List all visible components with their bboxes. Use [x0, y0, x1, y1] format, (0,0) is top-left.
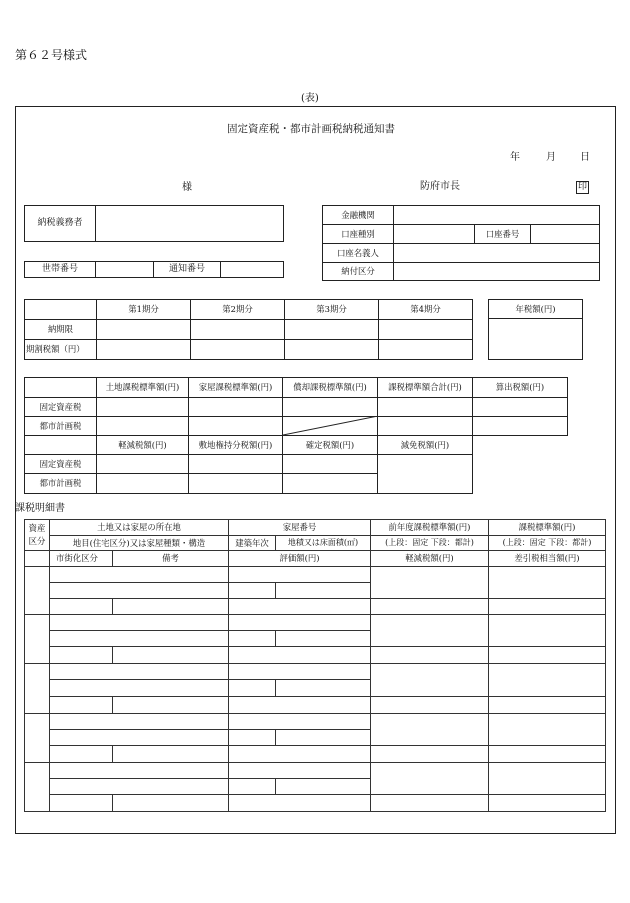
due-date-cell	[285, 320, 379, 340]
account-holder-label: 口座名義人	[323, 244, 394, 263]
std-sub-header: (上段：固定 下段：都計)	[489, 536, 606, 551]
record-std-cell	[489, 567, 606, 599]
record-net-cell	[489, 696, 606, 713]
record-land-type-cell	[50, 729, 229, 745]
record-prev-std-cell	[371, 762, 489, 794]
record-asset-cell	[25, 713, 50, 762]
record-reduction-cell	[371, 794, 489, 811]
exemption-tax-header: 減免税額(円)	[378, 436, 473, 455]
record-city-zone-cell	[50, 599, 113, 615]
account-no-label: 口座番号	[475, 225, 531, 244]
annual-tax-label: 年税額(円)	[489, 300, 583, 319]
tax-calc-cell	[189, 417, 283, 436]
account-no-value	[531, 225, 600, 244]
account-holder-value	[394, 244, 600, 263]
depreciable-std-header: 償却課税標準額(円)	[283, 378, 378, 398]
area-header: 地積又は床面積(㎡)	[276, 536, 371, 551]
record-build-year-cell	[229, 778, 276, 794]
record-net-cell	[489, 745, 606, 762]
record-prev-std-cell	[371, 713, 489, 745]
installments-table	[24, 299, 473, 360]
taxpayer-table	[24, 205, 284, 242]
installment-header-2: 第2期分	[191, 300, 285, 320]
tax-calc-cell	[97, 417, 189, 436]
notice-title: 固定資産税・都市計画税納税通知書	[227, 123, 395, 135]
details-title: 課税明細書	[15, 503, 65, 514]
installment-header-1: 第1期分	[97, 300, 191, 320]
annual-tax-table	[488, 299, 583, 360]
bank-institution-label: 金融機関	[323, 206, 394, 225]
blank-cell	[473, 455, 568, 494]
record-house-no-cell	[229, 762, 371, 778]
diagonal-strike	[283, 416, 378, 435]
reduction-tax-header: 軽減税額(円)	[97, 436, 189, 455]
tax-calc-corner	[25, 378, 97, 398]
record-assessed-cell	[229, 599, 371, 615]
record-prev-std-cell	[371, 615, 489, 647]
record-reduction-cell	[371, 647, 489, 664]
net-header: 差引税相当額(円)	[489, 551, 606, 567]
tax-calc-cell	[378, 398, 473, 417]
assessed-header: 評価額(円)	[229, 551, 371, 567]
remarks-header: 備考	[113, 551, 229, 567]
record-city-zone-cell	[50, 794, 113, 811]
installment-amount-cell	[285, 340, 379, 360]
tax-calc-cell	[189, 474, 283, 494]
location-header: 土地又は家屋の所在地	[50, 520, 229, 536]
payment-class-label: 納付区分	[323, 263, 394, 281]
record-reduction-cell	[371, 599, 489, 615]
record-build-year-cell	[229, 631, 276, 647]
seal-mark: 印	[577, 182, 587, 192]
computed-tax-header: 算出税額(円)	[473, 378, 568, 398]
notice-no-label: 通知番号	[154, 262, 221, 278]
asset-class-blank	[25, 551, 50, 567]
tax-calc-cell	[283, 455, 378, 474]
household-notice-table	[24, 261, 284, 278]
tax-calc-cell	[97, 455, 189, 474]
installment-amount-cell	[97, 340, 191, 360]
side-label: (表)	[301, 93, 319, 104]
bank-institution-value	[394, 206, 600, 225]
record-city-zone-cell	[50, 696, 113, 713]
record-remarks-cell	[113, 599, 229, 615]
form-number: 第６２号様式	[15, 48, 88, 62]
payment-class-value	[394, 263, 600, 281]
record-area-cell	[276, 583, 371, 599]
tax-calc-table	[24, 377, 568, 494]
record-area-cell	[276, 778, 371, 794]
tax-calc-cell	[378, 417, 473, 436]
date-month: 月	[546, 152, 556, 163]
record-build-year-cell	[229, 583, 276, 599]
land-std-header: 土地課税標準額(円)	[97, 378, 189, 398]
record-location-cell	[50, 762, 229, 778]
record-std-cell	[489, 615, 606, 647]
record-city-zone-cell	[50, 647, 113, 664]
record-build-year-cell	[229, 680, 276, 696]
record-area-cell	[276, 729, 371, 745]
build-year-header: 建築年次	[229, 536, 276, 551]
record-assessed-cell	[229, 696, 371, 713]
household-no-label: 世帯番号	[25, 262, 96, 278]
installment-header-3: 第3期分	[285, 300, 379, 320]
record-location-cell	[50, 567, 229, 583]
issuer-label: 防府市長	[420, 181, 460, 192]
record-house-no-cell	[229, 615, 371, 631]
record-std-cell	[489, 762, 606, 794]
due-date-cell	[379, 320, 473, 340]
tax-calc-corner-2	[25, 436, 97, 455]
record-house-no-cell	[229, 713, 371, 729]
record-land-type-cell	[50, 583, 229, 599]
land-type-header: 地目(住宅区分)又は家屋種類・構造	[50, 536, 229, 551]
date-year: 年	[510, 152, 520, 163]
house-no-header: 家屋番号	[229, 520, 371, 536]
notice-no-value	[221, 262, 284, 278]
tax-calc-cell	[283, 474, 378, 494]
record-asset-cell	[25, 762, 50, 811]
record-prev-std-cell	[371, 664, 489, 696]
record-asset-cell	[25, 615, 50, 664]
tax-calc-cell	[473, 417, 568, 436]
record-net-cell	[489, 647, 606, 664]
record-prev-std-cell	[371, 567, 489, 599]
due-date-cell	[191, 320, 285, 340]
account-type-label: 口座種別	[323, 225, 394, 244]
final-tax-header: 確定税額(円)	[283, 436, 378, 455]
tax-calc-cell	[189, 398, 283, 417]
city-planning-tax-label-2: 都市計画税	[25, 474, 97, 494]
fixed-asset-tax-label-2: 固定資産税	[25, 455, 97, 474]
record-city-zone-cell	[50, 745, 113, 762]
record-std-cell	[489, 664, 606, 696]
record-std-cell	[489, 713, 606, 745]
sama-label: 様	[182, 182, 192, 193]
record-remarks-cell	[113, 745, 229, 762]
due-date-label: 納期限	[25, 320, 97, 340]
record-reduction-cell	[371, 696, 489, 713]
record-house-no-cell	[229, 567, 371, 583]
installment-amount-label: 期割税額（円）	[25, 340, 97, 360]
taxpayer-value	[96, 206, 284, 242]
city-planning-tax-label: 都市計画税	[25, 417, 97, 436]
installment-header-4: 第4期分	[379, 300, 473, 320]
account-type-value	[394, 225, 475, 244]
record-location-cell	[50, 713, 229, 729]
record-reduction-cell	[371, 745, 489, 762]
installment-amount-cell	[191, 340, 285, 360]
record-assessed-cell	[229, 794, 371, 811]
reduction-header: 軽減税額(円)	[371, 551, 489, 567]
tax-calc-cell	[97, 398, 189, 417]
record-remarks-cell	[113, 647, 229, 664]
prev-std-sub-header: (上段：固定 下段：都計)	[371, 536, 489, 551]
bank-table	[322, 205, 600, 281]
record-location-cell	[50, 664, 229, 680]
record-remarks-cell	[113, 696, 229, 713]
asset-class-header: 資産区分	[25, 520, 50, 551]
record-asset-cell	[25, 664, 50, 713]
std-header: 課税標準額(円)	[489, 520, 606, 536]
tax-calc-cell	[97, 474, 189, 494]
record-assessed-cell	[229, 647, 371, 664]
record-assessed-cell	[229, 745, 371, 762]
blank-cell	[473, 436, 568, 455]
record-build-year-cell	[229, 729, 276, 745]
household-no-value	[96, 262, 154, 278]
installment-amount-cell	[379, 340, 473, 360]
details-table	[24, 519, 606, 812]
tax-calc-cell	[189, 455, 283, 474]
record-land-type-cell	[50, 631, 229, 647]
city-zone-header: 市街化区分	[50, 551, 113, 567]
record-net-cell	[489, 794, 606, 811]
record-area-cell	[276, 631, 371, 647]
record-remarks-cell	[113, 794, 229, 811]
record-asset-cell	[25, 567, 50, 615]
date-day: 日	[580, 152, 590, 163]
fixed-asset-tax-label: 固定資産税	[25, 398, 97, 417]
prev-std-header: 前年度課税標準額(円)	[371, 520, 489, 536]
std-total-header: 課税標準額合計(円)	[378, 378, 473, 398]
record-land-type-cell	[50, 680, 229, 696]
taxpayer-label: 納税義務者	[25, 206, 96, 242]
record-house-no-cell	[229, 664, 371, 680]
due-date-cell	[97, 320, 191, 340]
annual-tax-value	[489, 319, 583, 360]
site-share-tax-header: 敷地権持分税額(円)	[189, 436, 283, 455]
record-area-cell	[276, 680, 371, 696]
record-net-cell	[489, 599, 606, 615]
tax-calc-cell	[283, 398, 378, 417]
tax-calc-cell	[473, 398, 568, 417]
installments-corner	[25, 300, 97, 320]
house-std-header: 家屋課税標準額(円)	[189, 378, 283, 398]
record-location-cell	[50, 615, 229, 631]
record-land-type-cell	[50, 778, 229, 794]
exemption-tax-cell	[378, 455, 473, 494]
